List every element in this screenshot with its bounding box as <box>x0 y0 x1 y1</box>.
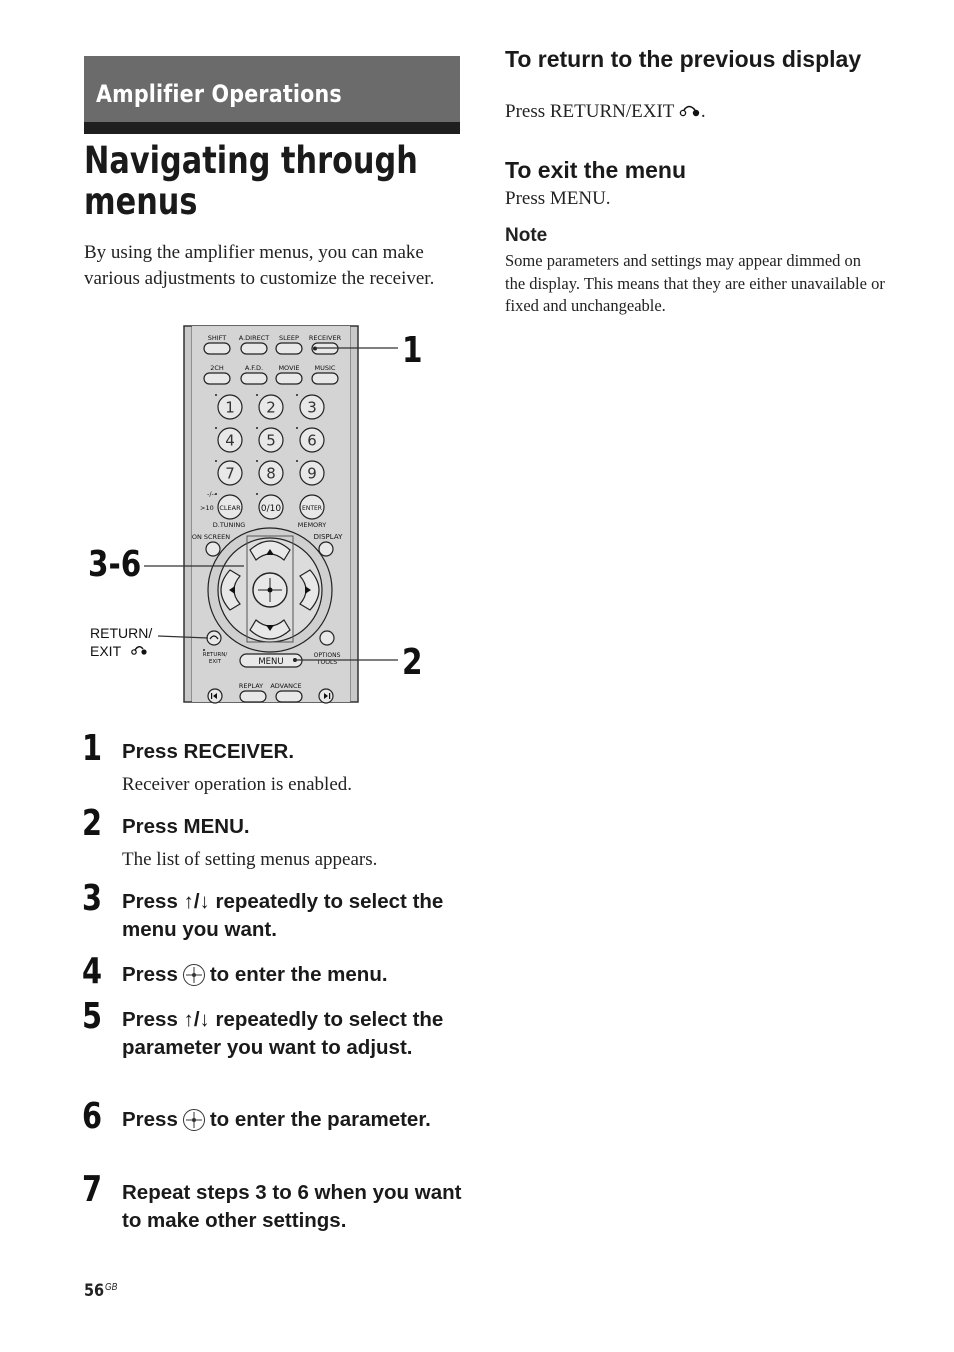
remote-label-afd: A.F.D. <box>244 364 264 372</box>
step-3-post: repeatedly to select the menu you want. <box>122 890 444 941</box>
step-4-pre: Press <box>122 963 178 986</box>
step-number-1: 1 <box>82 728 103 769</box>
enter-button-icon <box>183 1109 205 1131</box>
note-label: Note <box>505 225 548 246</box>
return-body-text: Press RETURN/EXIT <box>505 101 675 122</box>
note-body: Some parameters and settings may appear dimmed on the display. This means that they are either unavailable or fixed and unchangeable. <box>505 251 885 315</box>
step-3-text <box>122 888 462 943</box>
display-label: DISPLAY <box>313 533 343 541</box>
remote-label-shift: SHIFT <box>207 334 227 342</box>
digit-1: 1 <box>225 398 235 417</box>
step-4-text <box>122 961 462 989</box>
on-screen-button <box>206 542 220 556</box>
return-icon <box>132 647 147 655</box>
return-body: Press RETURN/EXIT . <box>505 101 706 122</box>
up-down-arrows-icon: ↑/↓ <box>183 1008 210 1031</box>
digit-8: 8 <box>266 464 276 483</box>
return-exit-button <box>207 631 221 645</box>
step-2-text: Press MENU. <box>122 815 250 838</box>
digit-5: 5 <box>266 431 276 450</box>
digit-3: 3 <box>307 398 317 417</box>
shift-button <box>204 343 230 354</box>
step-7-text: Repeat steps 3 to 6 when you want to make other settings. <box>122 1181 462 1232</box>
music-button <box>312 373 338 384</box>
step-5-post: repeatedly to select the parameter you want to adjust. <box>122 1008 444 1059</box>
step-4-post: to enter the menu. <box>209 963 388 986</box>
movie-button <box>276 373 302 384</box>
remote-label-adirect: A.DIRECT <box>238 334 270 342</box>
step-5-text <box>122 1006 462 1061</box>
a-direct-button <box>241 343 267 354</box>
d-tuning-label: D.TUNING <box>212 521 246 529</box>
return-exit-label-1: RETURN/ <box>202 652 228 658</box>
page-number-value: 56 <box>84 1281 105 1301</box>
step-number-2: 2 <box>82 803 103 844</box>
step-5-pre: Press <box>122 1008 184 1031</box>
callout-1: 1 <box>402 328 423 371</box>
afd-button <box>241 373 267 384</box>
on-screen-label: ON SCREEN <box>191 533 231 541</box>
step-number-4: 4 <box>82 951 103 992</box>
enter-label: ENTER <box>302 505 322 512</box>
remote-label-music: MUSIC <box>314 364 336 372</box>
digit-9: 9 <box>307 464 317 483</box>
step-2-sub: The list of setting menus appears. <box>122 849 378 870</box>
step-1-sub: Receiver operation is enabled. <box>122 774 353 795</box>
memory-label: MEMORY <box>297 521 327 529</box>
callout-2: 2 <box>402 640 423 683</box>
digit-6: 6 <box>307 431 317 450</box>
page-region-suffix: GB <box>104 1282 118 1293</box>
return-icon <box>679 104 701 118</box>
callout-3-6: 3-6 <box>88 542 142 585</box>
exit-body: Press MENU. <box>505 188 611 209</box>
remote-label-movie: MOVIE <box>278 364 300 372</box>
return-heading: To return to the previous display <box>505 46 862 72</box>
menu-label: MENU <box>258 657 284 667</box>
2ch-button <box>204 373 230 384</box>
enter-button-icon <box>183 964 205 986</box>
step-6-text <box>122 1106 462 1134</box>
page-title: Navigating through menus <box>84 139 418 223</box>
step-1-text: Press RECEIVER. <box>122 740 295 763</box>
options-label-1: OPTIONS <box>313 652 341 659</box>
return-exit-callout-label-1: RETURN/ <box>90 625 153 641</box>
options-label-2: TOOLS <box>316 659 338 666</box>
tenkey-label: >10 <box>200 504 214 512</box>
intro-paragraph: By using the amplifier menus, you can make various adjustments to customize the receiver. <box>84 242 435 289</box>
options-button <box>320 631 334 645</box>
section-title: Amplifier Operations <box>96 80 342 108</box>
step-3-pre: Press <box>122 890 184 913</box>
step-number-6: 6 <box>82 1096 103 1137</box>
section-band-rule <box>84 122 460 134</box>
step-6-post: to enter the parameter. <box>209 1108 431 1131</box>
step-number-3: 3 <box>82 878 103 919</box>
step-6-pre: Press <box>122 1108 178 1131</box>
remote-label-sleep: SLEEP <box>279 334 299 342</box>
return-exit-label-2: EXIT <box>208 659 222 665</box>
digit-4: 4 <box>225 431 235 450</box>
digit-2: 2 <box>266 398 276 417</box>
replay-button <box>240 691 266 702</box>
step-number-5: 5 <box>82 996 103 1037</box>
remote-label-2ch: 2CH <box>210 364 224 372</box>
remote-label-receiver: RECEIVER <box>308 334 342 342</box>
clear-label: CLEAR <box>219 504 241 512</box>
page-number <box>84 1281 117 1301</box>
digit-7: 7 <box>225 464 235 483</box>
exit-heading: To exit the menu <box>505 157 687 183</box>
replay-label: REPLAY <box>238 682 264 690</box>
up-down-arrows-icon: ↑/↓ <box>183 890 210 913</box>
step-number-7: 7 <box>82 1169 103 1210</box>
advance-label: ADVANCE <box>270 682 302 690</box>
remote-control-illustration <box>84 322 464 706</box>
advance-button <box>276 691 302 702</box>
zero-label: 0/10 <box>260 504 282 514</box>
return-exit-callout-label-2: EXIT <box>90 643 122 659</box>
dash-label: -/-- <box>207 490 217 498</box>
sleep-button <box>276 343 302 354</box>
